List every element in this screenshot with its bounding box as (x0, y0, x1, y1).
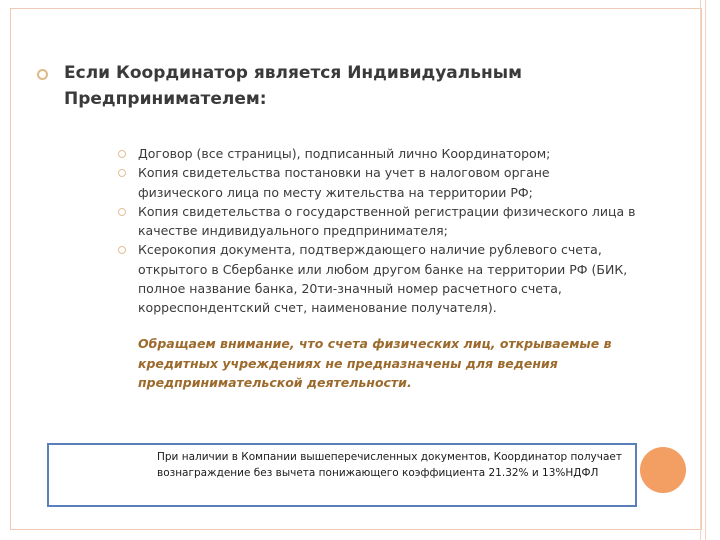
info-box-text: При наличии в Компании вышеперечисленных документов, Координатор получает вознаграждение без вычета понижающего коэффициента 21.32% и 13%НДФЛ (157, 451, 622, 479)
heading-line-1: Если Координатор является Индивидуальным (64, 63, 522, 83)
list-item (118, 144, 638, 163)
list-item (118, 240, 638, 317)
list-item-text: Договор (все страницы), подписанный лично Координатором; (138, 146, 551, 161)
list-item-text: Копия свидетельства о государственной регистрации физического лица в качестве индивидуального предпринимателя; (138, 203, 636, 239)
orange-circle-decoration (640, 447, 686, 493)
bullet-icon (118, 150, 126, 158)
info-box (47, 443, 637, 507)
right-decorative-line (705, 0, 706, 540)
right-decorative-line (700, 0, 701, 540)
list-item (118, 163, 638, 202)
bullet-icon (118, 208, 126, 216)
documents-list (118, 144, 638, 318)
list-item (118, 202, 638, 241)
slide-heading (64, 60, 534, 112)
heading-bullet-icon (37, 69, 48, 80)
attention-note: Обращаем внимание, что счета физических лиц, открываемые в кредитных учреждениях не предназначены для ведения предпринимательской деятельности. (138, 336, 612, 390)
list-item-text: Копия свидетельства постановки на учет в налоговом органе физического лица по месту жительства на территории РФ; (138, 165, 550, 200)
bullet-icon (118, 246, 126, 254)
list-item-text: Ксерокопия документа, подтверждающего наличие рублевого счета, открытого в Сбербанке или любом другом банке на территории РФ (БИК, полное название банка, 20ти-значный номер расчетного счета, корреспондентский счет, наименование получателя). (138, 242, 628, 316)
bullet-icon (118, 169, 126, 177)
heading-line-2: Предпринимателем: (64, 89, 267, 109)
